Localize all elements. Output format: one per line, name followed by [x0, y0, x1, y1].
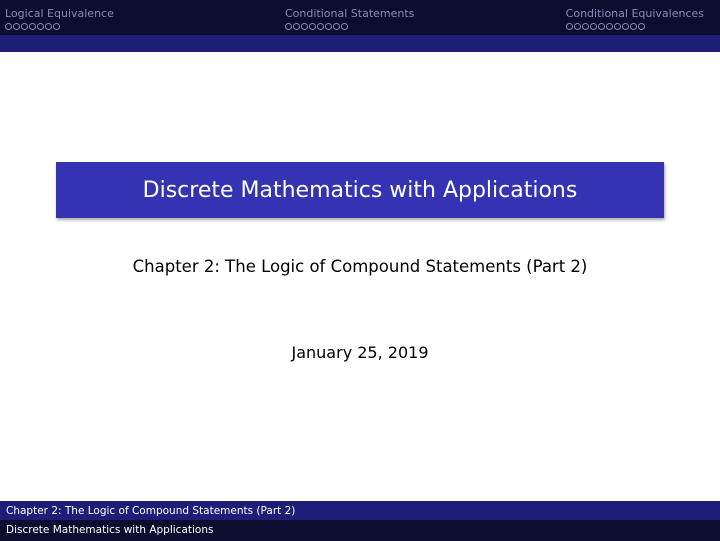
frame-dot[interactable]: [293, 23, 300, 30]
nav-section-logical-equivalence: [5, 7, 114, 31]
slide-subtitle: Chapter 2: The Logic of Compound Statements (Part 2): [132, 257, 588, 276]
slide-date: January 25, 2019: [291, 343, 429, 362]
nav-section-conditional-statements: [285, 7, 414, 31]
frame-dot[interactable]: [45, 23, 52, 30]
frame-dot[interactable]: [13, 23, 20, 30]
slide-title: Discrete Mathematics with Applications: [142, 177, 578, 203]
frame-dots: [5, 23, 114, 31]
frame-dot[interactable]: [53, 23, 60, 30]
frame-dot[interactable]: [622, 23, 629, 30]
frame-dot[interactable]: [5, 23, 12, 30]
frame-dot[interactable]: [333, 23, 340, 30]
nav-section-conditional-equivalences: [566, 7, 704, 31]
title-block: [56, 162, 664, 218]
frame-dot[interactable]: [598, 23, 605, 30]
frame-dot[interactable]: [21, 23, 28, 30]
frame-dot[interactable]: [325, 23, 332, 30]
frame-dot[interactable]: [309, 23, 316, 30]
nav-section-title[interactable]: Conditional Statements: [285, 7, 415, 20]
frame-dot[interactable]: [566, 23, 573, 30]
frame-dot[interactable]: [606, 23, 613, 30]
frame-dot[interactable]: [37, 23, 44, 30]
frame-dot[interactable]: [630, 23, 637, 30]
frame-dot[interactable]: [285, 23, 292, 30]
frame-dot[interactable]: [582, 23, 589, 30]
nav-section-title[interactable]: Logical Equivalence: [5, 7, 114, 20]
footer-course: Discrete Mathematics with Applications: [6, 524, 214, 536]
section-navigation-bar: [0, 0, 720, 35]
nav-section-title[interactable]: Conditional Equivalences: [565, 7, 704, 20]
frame-dot[interactable]: [638, 23, 645, 30]
subsection-bar: [0, 35, 720, 52]
frame-dot[interactable]: [29, 23, 36, 30]
frame-dot[interactable]: [341, 23, 348, 30]
frame-dots: [285, 23, 414, 31]
frame-dot[interactable]: [590, 23, 597, 30]
footer-course-bar: [0, 520, 720, 541]
frame-dots: [566, 23, 704, 31]
footer-chapter: Chapter 2: The Logic of Compound Statements (Part 2): [6, 505, 296, 517]
frame-dot[interactable]: [574, 23, 581, 30]
frame-dot[interactable]: [317, 23, 324, 30]
frame-dot[interactable]: [614, 23, 621, 30]
frame-dot[interactable]: [301, 23, 308, 30]
footer-chapter-bar: [0, 501, 720, 520]
